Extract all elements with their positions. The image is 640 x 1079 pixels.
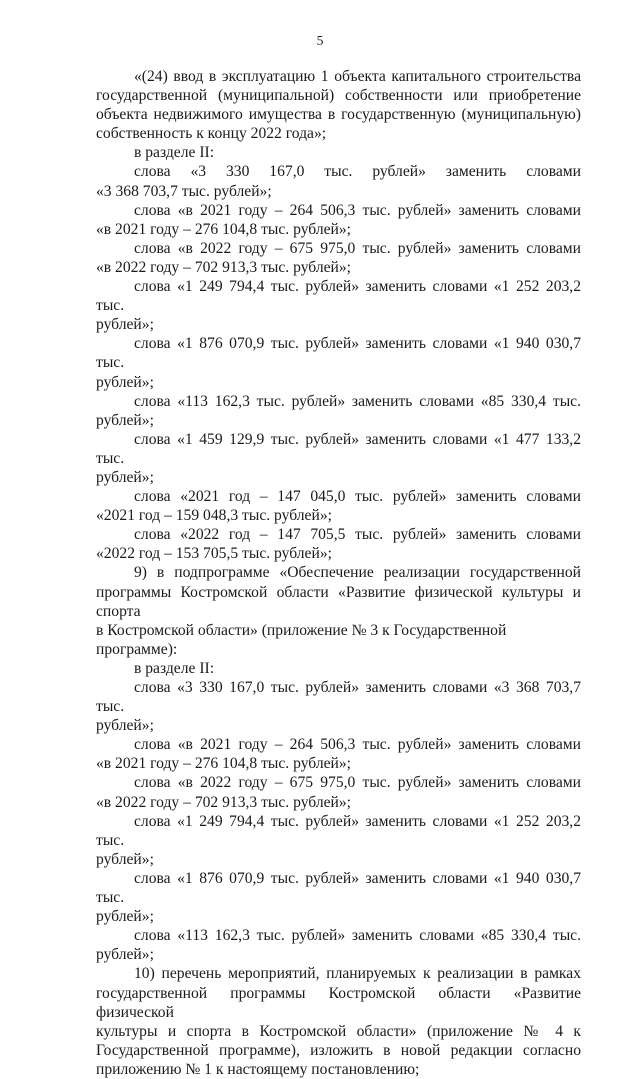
text-line: Государственной программе), изложить в новой редакции согласно bbox=[96, 1041, 581, 1059]
text-line: 10) перечень мероприятий, планируемых к реализации в рамках bbox=[134, 965, 581, 983]
text-line: рублей»; bbox=[96, 946, 154, 964]
text-line: «(24) ввод в эксплуатацию 1 объекта капитального строительства bbox=[134, 68, 581, 85]
text-line: «в 2021 году – 276 104,8 тыс. рублей»; bbox=[96, 220, 352, 238]
text-line: слова «2022 год – 147 705,5 тыс. рублей» заменить словами bbox=[134, 526, 581, 544]
text-line: слова «1 249 794,4 тыс. рублей» заменить словами «1 252 203,2 тыс. bbox=[96, 812, 581, 849]
text-line: слова «1 876 070,9 тыс. рублей» заменить словами «1 940 030,7 тыс. bbox=[96, 869, 581, 907]
text-line: «2021 год – 159 048,3 тыс. рублей»; bbox=[96, 507, 332, 525]
text-line: приложению № 1 к настоящему постановлению; bbox=[96, 1060, 420, 1078]
text-line: слова «в 2022 году – 675 975,0 тыс. рублей» заменить словами bbox=[134, 239, 581, 257]
document-body bbox=[96, 67, 581, 1079]
text-line: собственность к концу 2022 года»; bbox=[96, 125, 327, 143]
text-line: слова «1 249 794,4 тыс. рублей» заменить словами «1 252 203,2 тыс. bbox=[96, 278, 581, 315]
text-line: рублей»; bbox=[96, 850, 154, 868]
text-line: «в 2022 году – 702 913,3 тыс. рублей»; bbox=[96, 793, 352, 811]
text-line: рублей»; bbox=[96, 411, 154, 429]
text-line: рублей»; bbox=[96, 373, 154, 391]
text-line: в разделе II: bbox=[134, 659, 215, 677]
text-line: «2022 год – 153 705,5 тыс. рублей»; bbox=[96, 545, 332, 563]
text-line: слова «в 2021 году – 264 506,3 тыс. рублей» заменить словами bbox=[134, 736, 581, 754]
text-line: «3 368 703,7 тыс. рублей»; bbox=[96, 182, 272, 200]
text-line: слова «2021 год – 147 045,0 тыс. рублей» заменить словами bbox=[134, 488, 581, 506]
text-line: слова «в 2021 году – 264 506,3 тыс. рублей» заменить словами bbox=[134, 201, 581, 219]
text-line: рублей»; bbox=[96, 468, 154, 486]
text-line: государственной (муниципальной) собственности или приобретение bbox=[96, 87, 581, 105]
text-line: слова «в 2022 году – 675 975,0 тыс. рублей» заменить словами bbox=[134, 774, 581, 792]
text-line: государственной программы Костромской области «Развитие физической bbox=[96, 984, 581, 1021]
text-line: в Костромской области» (приложение № 3 к Государственной программе): bbox=[96, 621, 507, 658]
text-line: «в 2021 году – 276 104,8 тыс. рублей»; bbox=[96, 755, 352, 773]
text-line: рублей»; bbox=[96, 316, 154, 334]
text-line: «в 2022 году – 702 913,3 тыс. рублей»; bbox=[96, 258, 352, 276]
text-line: слова «3 330 167,0 тыс. рублей» заменить словами «3 368 703,7 тыс. bbox=[96, 679, 581, 716]
text-line: слова «3 330 167,0 тыс. рублей» заменить словами bbox=[134, 163, 581, 181]
text-line: рублей»; bbox=[96, 717, 154, 735]
text-line: культуры и спорта в Костромской области» (приложение № 4 к bbox=[96, 1022, 581, 1040]
text-line: слова «113 162,3 тыс. рублей» заменить словами «85 330,4 тыс. bbox=[134, 927, 581, 945]
text-line: объекта недвижимого имущества в государственную (муниципальную) bbox=[96, 106, 581, 124]
text-line: рублей»; bbox=[96, 908, 154, 926]
text-line: программы Костромской области «Развитие физической культуры и спорта bbox=[96, 583, 581, 620]
text-line: в разделе II: bbox=[134, 144, 215, 162]
text-line: 9) в подпрограмме «Обеспечение реализации государственной bbox=[134, 564, 581, 582]
page-number: 5 bbox=[316, 33, 324, 48]
text-line: слова «113 162,3 тыс. рублей» заменить словами «85 330,4 тыс. bbox=[134, 392, 581, 410]
text-line: слова «1 459 129,9 тыс. рублей» заменить словами «1 477 133,2 тыс. bbox=[96, 430, 581, 467]
text-line: слова «1 876 070,9 тыс. рублей» заменить словами «1 940 030,7 тыс. bbox=[96, 335, 581, 372]
